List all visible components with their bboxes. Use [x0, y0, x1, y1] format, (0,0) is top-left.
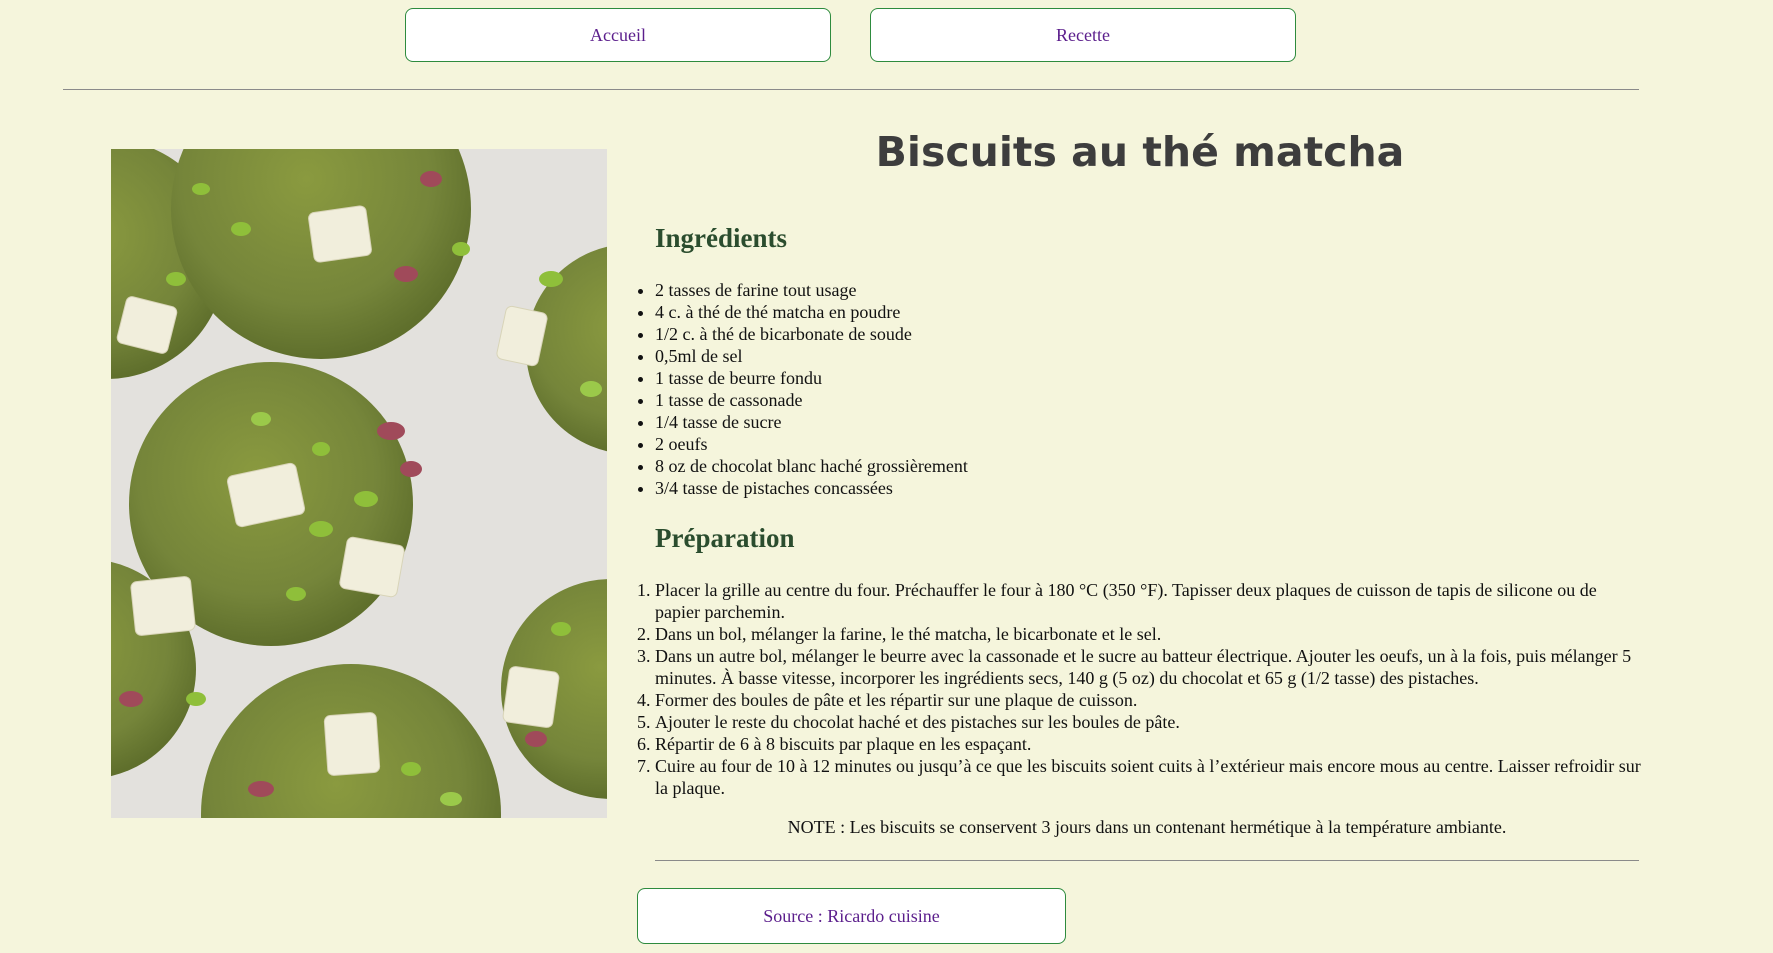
ingredients-list — [655, 279, 968, 499]
ingredient-item: • 3/4 tasse de pistaches concassées — [655, 477, 968, 499]
home-nav-button[interactable]: Accueil — [405, 8, 831, 62]
ingredient-item: • 1 tasse de cassonade — [655, 389, 968, 411]
preparation-step: 5. Ajouter le reste du chocolat haché et des pistaches sur les boules de pâte. — [655, 711, 1645, 733]
preparation-step: 1. Placer la grille au centre du four. Préchauffer le four à 180 °C (350 °F). Tapisser deux plaques de cuisson de tapis de silicone ou de papier parchemin. — [655, 579, 1645, 623]
preparation-step: 6. Répartir de 6 à 8 biscuits par plaque en les espaçant. — [655, 733, 1645, 755]
ingredient-item: • 4 c. à thé de thé matcha en poudre — [655, 301, 968, 323]
preparation-step: 4. Former des boules de pâte et les répartir sur une plaque de cuisson. — [655, 689, 1645, 711]
ingredient-item: • 0,5ml de sel — [655, 345, 968, 367]
ingredient-item: • 1 tasse de beurre fondu — [655, 367, 968, 389]
recipe-nav-button[interactable]: Recette — [870, 8, 1296, 62]
ingredient-item: • 1/4 tasse de sucre — [655, 411, 968, 433]
preparation-step: 2. Dans un bol, mélanger la farine, le thé matcha, le bicarbonate et le sel. — [655, 623, 1645, 645]
matcha-cookies-photo — [111, 149, 607, 818]
preparation-steps — [655, 579, 1645, 799]
source-link-button[interactable]: Source : Ricardo cuisine — [637, 888, 1066, 944]
top-divider — [63, 89, 1639, 90]
preparation-step: 7. Cuire au four de 10 à 12 minutes ou jusqu’à ce que les biscuits soient cuits à l’extérieur mais encore mous au centre. Laisser refroidir sur la plaque. — [655, 755, 1645, 799]
preparation-step: 3. Dans un autre bol, mélanger le beurre avec la cassonade et le sucre au batteur électrique. Ajouter les oeufs, un à la fois, puis mélanger 5 minutes. À basse vitesse, incorporer les ingrédients secs, 140 g (5 oz) du chocolat et 65 g (1/2 tasse) des pistaches. — [655, 645, 1645, 689]
preparation-heading: Préparation — [655, 523, 795, 553]
ingredient-item: • 2 oeufs — [655, 433, 968, 455]
recipe-title: Biscuits au thé matcha — [875, 128, 1405, 176]
ingredient-item: • 1/2 c. à thé de bicarbonate de soude — [655, 323, 968, 345]
storage-note: NOTE : Les biscuits se conservent 3 jours dans un contenant hermétique à la température ambiante. — [787, 817, 1507, 837]
ingredient-item: • 8 oz de chocolat blanc haché grossièrement — [655, 455, 968, 477]
bottom-divider — [655, 860, 1639, 861]
ingredients-heading: Ingrédients — [655, 223, 788, 253]
ingredient-item: • 2 tasses de farine tout usage — [655, 279, 968, 301]
